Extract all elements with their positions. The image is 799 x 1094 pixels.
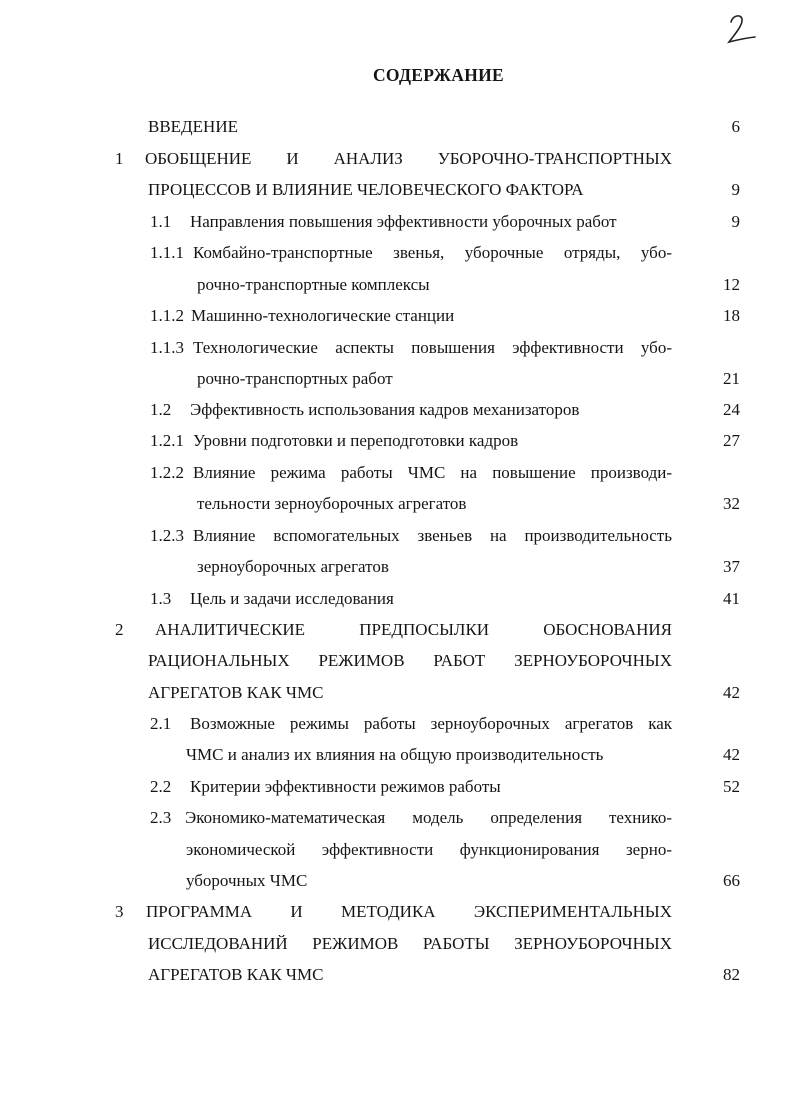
toc-page: 66 <box>723 871 740 890</box>
toc-title-line: АГРЕГАТОВ КАК ЧМС <box>148 965 324 984</box>
toc-title: Уровни подготовки и переподготовки кадров <box>193 431 519 450</box>
toc-number: 1.1.3 <box>150 338 184 357</box>
toc-page: 27 <box>723 431 740 450</box>
toc-title: ВВЕДЕНИЕ <box>148 117 238 136</box>
toc-number: 1.1 <box>150 212 172 231</box>
toc-page: 18 <box>723 306 740 325</box>
toc-number: 1.3 <box>150 589 172 608</box>
toc-title: Критерии эффективности режимов работы <box>190 777 501 796</box>
toc-page: 42 <box>723 745 740 764</box>
toc-page: 24 <box>723 400 740 419</box>
toc-page: 42 <box>723 683 740 702</box>
toc-page: 32 <box>723 494 740 513</box>
toc-number: 1.1.2 <box>150 306 184 325</box>
toc-title-line: Влияние режима работы ЧМС на повышение производи- <box>193 464 672 482</box>
toc-page: 21 <box>723 369 740 388</box>
toc-title-line: Экономико-математическая модель определения технико- <box>185 809 672 827</box>
toc-number: 1.2.2 <box>150 463 184 482</box>
toc-title-line: ПРОЦЕССОВ И ВЛИЯНИЕ ЧЕЛОВЕЧЕСКОГО ФАКТОРА <box>148 180 584 199</box>
toc-title-line: рочно-транспортных работ <box>197 369 393 388</box>
toc-page: 9 <box>731 180 740 199</box>
toc-number: 2 <box>115 620 124 639</box>
toc-number: 1 <box>115 149 124 168</box>
toc-number: 1.1.1 <box>150 243 184 262</box>
toc-number: 2.2 <box>150 777 172 796</box>
toc-number: 3 <box>115 902 124 921</box>
toc-title-line: ОБОБЩЕНИЕ И АНАЛИЗ УБОРОЧНО-ТРАНСПОРТНЫХ <box>145 150 672 168</box>
toc-title-line: Возможные режимы работы зерноуборочных агрегатов как <box>190 715 672 733</box>
toc-number: 2.1 <box>150 714 172 733</box>
toc-title: Машинно-технологические станции <box>191 306 455 325</box>
toc-title-line: Влияние вспомогательных звеньев на производительность <box>193 527 672 545</box>
toc-title-line: АНАЛИТИЧЕСКИЕ ПРЕДПОСЫЛКИ ОБОСНОВАНИЯ <box>155 621 672 639</box>
toc-title-line: экономической эффективности функционирования зерно- <box>186 841 672 859</box>
toc-title-line: рочно-транспортные комплексы <box>197 275 430 294</box>
toc-page: 82 <box>723 965 740 984</box>
toc-page: 6 <box>731 117 740 136</box>
toc-page: 41 <box>723 589 740 608</box>
toc-title: Цель и задачи исследования <box>190 589 394 608</box>
page-title: СОДЕРЖАНИЕ <box>372 65 504 85</box>
handwritten-page-number <box>727 12 761 48</box>
toc-page: 52 <box>723 777 740 796</box>
toc-title: Направления повышения эффективности уборочных работ <box>190 212 617 231</box>
toc-title-line: ЧМС и анализ их влияния на общую производительность <box>186 745 604 764</box>
toc-number: 1.2.1 <box>150 431 184 450</box>
toc-title: Эффективность использования кадров механизаторов <box>190 400 580 419</box>
toc-title-line: тельности зерноуборочных агрегатов <box>197 494 467 513</box>
toc-title-line: ИССЛЕДОВАНИЙ РЕЖИМОВ РАБОТЫ ЗЕРНОУБОРОЧНЫХ <box>148 935 672 953</box>
toc-number: 2.3 <box>150 808 172 827</box>
toc-title-line: ПРОГРАММА И МЕТОДИКА ЭКСПЕРИМЕНТАЛЬНЫХ <box>146 903 672 921</box>
toc-title-line: Технологические аспекты повышения эффективности убо- <box>193 339 672 357</box>
toc-title-line: зерноуборочных агрегатов <box>197 557 389 576</box>
toc-page: 12 <box>723 275 740 294</box>
toc-title-line: Комбайно-транспортные звенья, уборочные отряды, убо- <box>193 244 672 262</box>
toc-title-line: РАЦИОНАЛЬНЫХ РЕЖИМОВ РАБОТ ЗЕРНОУБОРОЧНЫХ <box>148 652 672 670</box>
toc-title-line: уборочных ЧМС <box>186 871 308 890</box>
toc-number: 1.2.3 <box>150 526 184 545</box>
toc-page: 9 <box>731 212 740 231</box>
toc-page: 37 <box>723 557 740 576</box>
toc-number: 1.2 <box>150 400 172 419</box>
toc-title-line: АГРЕГАТОВ КАК ЧМС <box>148 683 324 702</box>
